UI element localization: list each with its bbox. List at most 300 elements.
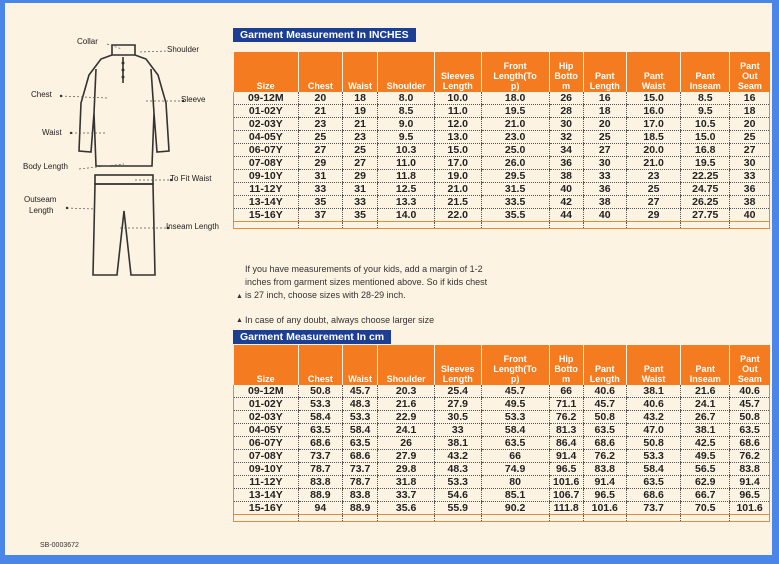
table-row (234, 424, 770, 437)
measurement-cell: 35.6 (378, 502, 435, 515)
table-row (234, 502, 770, 515)
measurement-cell: 26.25 (681, 196, 730, 209)
measurement-cell: 68.6 (298, 437, 342, 450)
column-header-line: Pant (595, 71, 615, 81)
product-code: SB-0003672 (40, 542, 79, 549)
measurement-cell: 83.8 (583, 463, 626, 476)
measurement-cell: 30 (583, 157, 626, 170)
table-row (234, 105, 770, 118)
measurement-cell: 19.0 (434, 170, 481, 183)
column-header-line: Pant (643, 71, 664, 81)
table-spacer-row (234, 515, 770, 522)
measurement-cell: 35.5 (481, 209, 549, 222)
column-header-line: Front (503, 61, 527, 71)
empty-cell (549, 222, 583, 229)
measurement-cell: 24.1 (681, 398, 730, 411)
column-header-line: Hip (558, 61, 574, 71)
measurement-cell: 25.4 (434, 385, 481, 398)
column-header-line: Pant (695, 364, 716, 374)
column-header (378, 52, 435, 92)
measurement-cell: 50.8 (583, 411, 626, 424)
column-header-line: Out (742, 71, 758, 81)
measurement-cell: 10.5 (681, 118, 730, 131)
column-header-line: Waist (348, 81, 372, 91)
measurement-cell: 63.5 (481, 437, 549, 450)
measurement-cell: 18 (343, 92, 378, 105)
size-cell: 06-07Y (234, 437, 299, 450)
measurement-cell: 53.3 (434, 476, 481, 489)
column-header-line: Size (256, 374, 275, 384)
column-header-line: Length(To (493, 71, 537, 81)
column-header-line: p) (510, 81, 520, 91)
column-header-line: Seam (737, 81, 762, 91)
measurement-cell: 27 (343, 157, 378, 170)
measurement-cell: 23 (298, 118, 342, 131)
measurement-cell: 25 (626, 183, 681, 196)
measurement-cell: 27.9 (378, 450, 435, 463)
table-row (234, 183, 770, 196)
measurement-cell: 76.2 (549, 411, 583, 424)
empty-cell (730, 515, 770, 522)
measurement-cell: 38.1 (681, 424, 730, 437)
measurement-cell: 9.5 (378, 131, 435, 144)
measurement-cell: 9.0 (378, 118, 435, 131)
measurement-cell: 22.9 (378, 411, 435, 424)
size-cell: 01-02Y (234, 398, 299, 411)
size-cell: 04-05Y (234, 424, 299, 437)
inseam-label: Inseam Length (166, 222, 219, 231)
measurement-cell: 36 (730, 183, 770, 196)
measurement-cell: 33 (343, 196, 378, 209)
measurement-cell: 42.5 (681, 437, 730, 450)
measurement-cell: 43.2 (434, 450, 481, 463)
column-header-line: Length (442, 81, 473, 91)
size-cell: 15-16Y (234, 502, 299, 515)
measurement-cell: 25 (730, 131, 770, 144)
measurement-cell: 23.0 (481, 131, 549, 144)
empty-cell (234, 222, 299, 229)
measurement-cell: 35 (298, 196, 342, 209)
column-header-line: m (562, 81, 571, 91)
measurement-cell: 24.1 (378, 424, 435, 437)
measurement-cell: 26 (378, 437, 435, 450)
column-header-line: Shoulder (386, 374, 426, 384)
measurement-cell: 16 (730, 92, 770, 105)
measurement-cell: 91.4 (549, 450, 583, 463)
column-header-line: Chest (307, 374, 333, 384)
measurement-cell: 14.0 (378, 209, 435, 222)
measurement-cell: 49.5 (481, 398, 549, 411)
measurement-cell: 73.7 (626, 502, 681, 515)
cm-table-title: Garment Measurement In cm (233, 330, 391, 344)
measurement-cell: 16.8 (681, 144, 730, 157)
measurement-cell: 27 (730, 144, 770, 157)
measurement-cell: 40.6 (583, 385, 626, 398)
measurement-cell: 50.8 (626, 437, 681, 450)
measurement-cell: 76.2 (730, 450, 770, 463)
size-cell: 13-14Y (234, 489, 299, 502)
measurement-cell: 96.5 (583, 489, 626, 502)
column-header (378, 345, 435, 385)
inches-table-title: Garment Measurement In INCHES (233, 28, 416, 42)
size-cell: 06-07Y (234, 144, 299, 157)
measurement-cell: 54.6 (434, 489, 481, 502)
measurement-cell: 50.8 (298, 385, 342, 398)
measurement-cell: 30 (549, 118, 583, 131)
measurement-cell: 83.8 (298, 476, 342, 489)
column-header (583, 345, 626, 385)
measurement-cell: 25 (343, 144, 378, 157)
column-header-line: Pant (740, 354, 760, 364)
measurement-cell: 106.7 (549, 489, 583, 502)
size-cell: 11-12Y (234, 476, 299, 489)
measurement-cell: 56.5 (681, 463, 730, 476)
column-header-line: Length (442, 374, 473, 384)
column-header (234, 345, 299, 385)
measurement-cell: 53.3 (481, 411, 549, 424)
measurement-cell: 24.75 (681, 183, 730, 196)
measurement-cell: 34 (549, 144, 583, 157)
measurement-cell: 11.0 (378, 157, 435, 170)
measurement-cell: 85.1 (481, 489, 549, 502)
empty-cell (434, 515, 481, 522)
table-row (234, 489, 770, 502)
empty-cell (481, 515, 549, 522)
measurement-cell: 18.5 (626, 131, 681, 144)
measurement-cell: 68.6 (626, 489, 681, 502)
measurement-cell: 31.8 (378, 476, 435, 489)
measurement-cell: 38.1 (434, 437, 481, 450)
measurement-cell: 101.6 (549, 476, 583, 489)
column-header-line: Pant (740, 61, 760, 71)
empty-cell (730, 222, 770, 229)
size-cell: 11-12Y (234, 183, 299, 196)
body-length-label: Body Length (23, 162, 68, 171)
column-header (343, 345, 378, 385)
measurement-cell: 38 (730, 196, 770, 209)
column-header-line: Chest (307, 81, 333, 91)
table-row (234, 118, 770, 131)
measurement-cell: 78.7 (298, 463, 342, 476)
column-header (234, 52, 299, 92)
measurement-cell: 40.6 (626, 398, 681, 411)
column-header (730, 52, 770, 92)
empty-cell (626, 222, 681, 229)
measurement-cell: 20 (583, 118, 626, 131)
measurement-cell: 66.7 (681, 489, 730, 502)
measurement-cell: 83.8 (343, 489, 378, 502)
measurement-cell: 78.7 (343, 476, 378, 489)
measurement-cell: 68.6 (730, 437, 770, 450)
measurement-cell: 33 (298, 183, 342, 196)
column-header (549, 52, 583, 92)
measurement-cell: 15.0 (681, 131, 730, 144)
measurement-cell: 63.5 (626, 476, 681, 489)
measurement-cell: 29.8 (378, 463, 435, 476)
measurement-cell: 63.5 (730, 424, 770, 437)
table-row (234, 170, 770, 183)
empty-cell (681, 222, 730, 229)
size-cell: 09-10Y (234, 463, 299, 476)
size-cell: 09-12M (234, 92, 299, 105)
column-header (549, 345, 583, 385)
measurement-cell: 83.8 (730, 463, 770, 476)
column-header-line: Inseam (689, 81, 721, 91)
measurement-cell: 33.5 (481, 196, 549, 209)
size-cell: 02-03Y (234, 411, 299, 424)
column-header-line: Sleeves (440, 71, 475, 81)
measurement-cell: 12.0 (434, 118, 481, 131)
note-margin-line3: is 27 inch, choose sizes with 28-29 inch. (245, 290, 406, 300)
shoulder-label: Shoulder (167, 45, 200, 54)
column-header-line: Out (742, 364, 758, 374)
measurement-cell: 45.7 (343, 385, 378, 398)
empty-cell (626, 515, 681, 522)
empty-cell (583, 515, 626, 522)
measurement-cell: 36 (549, 157, 583, 170)
column-header-line: Sleeves (440, 364, 475, 374)
measurement-cell: 30.5 (434, 411, 481, 424)
size-cell: 07-08Y (234, 450, 299, 463)
note-bullet-icon: ▲ (236, 317, 243, 324)
sleeve-label: Sleeve (181, 95, 206, 104)
measurement-cell: 26.0 (481, 157, 549, 170)
measurement-cell: 20 (298, 92, 342, 105)
note-margin-line1: If you have measurements of your kids, add a margin of 1-2 (245, 264, 483, 274)
measurement-cell: 29 (298, 157, 342, 170)
measurement-cell: 88.9 (298, 489, 342, 502)
size-cell: 02-03Y (234, 118, 299, 131)
column-header-line: Hip (558, 354, 574, 364)
table-row (234, 437, 770, 450)
column-header (626, 345, 681, 385)
table-row (234, 196, 770, 209)
table-row (234, 450, 770, 463)
measurement-cell: 58.4 (343, 424, 378, 437)
measurement-cell: 38.1 (626, 385, 681, 398)
column-header (298, 52, 342, 92)
collar-label: Collar (77, 37, 98, 46)
empty-cell (298, 515, 342, 522)
measurement-cell: 29 (626, 209, 681, 222)
measurement-cell: 68.6 (583, 437, 626, 450)
column-header-line: Botto (554, 71, 578, 81)
measurement-cell: 17.0 (626, 118, 681, 131)
measurement-cell: 45.7 (583, 398, 626, 411)
table-row (234, 411, 770, 424)
measurement-cell: 91.4 (730, 476, 770, 489)
column-header-line: p) (510, 374, 520, 384)
measurement-cell: 21.6 (378, 398, 435, 411)
measurement-cell: 8.5 (378, 105, 435, 118)
measurement-cell: 19 (343, 105, 378, 118)
table-row (234, 463, 770, 476)
outseam-label-line1: Outseam (24, 195, 57, 204)
measurement-cell: 42 (549, 196, 583, 209)
column-header-line: Pant (643, 364, 664, 374)
measurement-cell: 21.0 (434, 183, 481, 196)
table-row (234, 398, 770, 411)
measurement-cell: 58.4 (626, 463, 681, 476)
outseam-label-line2: Length (29, 206, 54, 215)
column-header-line: Length(To (493, 364, 537, 374)
column-header (434, 345, 481, 385)
measurement-cell: 31.5 (481, 183, 549, 196)
column-header (481, 52, 549, 92)
measurement-cell: 73.7 (343, 463, 378, 476)
column-header-line: Seam (737, 374, 762, 384)
table-row (234, 131, 770, 144)
measurement-cell: 91.4 (583, 476, 626, 489)
empty-cell (378, 515, 435, 522)
table-row (234, 92, 770, 105)
garment-diagram (5, 3, 235, 303)
table-row (234, 144, 770, 157)
measurement-cell: 21.5 (434, 196, 481, 209)
measurement-cell: 43.2 (626, 411, 681, 424)
measurement-cell: 50.8 (730, 411, 770, 424)
table-spacer-row (234, 222, 770, 229)
table-row (234, 157, 770, 170)
measurement-cell: 55.9 (434, 502, 481, 515)
size-cell: 07-08Y (234, 157, 299, 170)
measurement-cell: 86.4 (549, 437, 583, 450)
measurement-cell: 31 (298, 170, 342, 183)
table-row (234, 476, 770, 489)
empty-cell (481, 222, 549, 229)
measurement-cell: 26 (549, 92, 583, 105)
measurement-cell: 8.0 (378, 92, 435, 105)
measurement-cell: 27 (298, 144, 342, 157)
measurement-cell: 15.0 (434, 144, 481, 157)
measurement-cell: 48.3 (343, 398, 378, 411)
inches-measurement-table (233, 52, 770, 229)
empty-cell (681, 515, 730, 522)
measurement-cell: 76.2 (583, 450, 626, 463)
column-header-line: Inseam (689, 374, 721, 384)
measurement-cell: 96.5 (730, 489, 770, 502)
measurement-cell: 11.0 (434, 105, 481, 118)
to-fit-waist-label: To Fit Waist (170, 174, 212, 183)
measurement-cell: 36 (583, 183, 626, 196)
measurement-cell: 13.0 (434, 131, 481, 144)
measurement-cell: 16 (583, 92, 626, 105)
size-chart-card (5, 3, 772, 555)
measurement-cell: 81.3 (549, 424, 583, 437)
measurement-cell: 33 (434, 424, 481, 437)
measurement-cell: 22.25 (681, 170, 730, 183)
column-header-line: Pant (595, 364, 615, 374)
column-header-line: Size (256, 81, 275, 91)
measurement-cell: 21.0 (481, 118, 549, 131)
column-header-line: Pant (695, 71, 716, 81)
empty-cell (343, 515, 378, 522)
measurement-cell: 21 (298, 105, 342, 118)
measurement-cell: 23 (343, 131, 378, 144)
column-header (434, 52, 481, 92)
column-header-line: Length (589, 374, 620, 384)
waist-label: Waist (42, 128, 62, 137)
measurement-cell: 20.0 (626, 144, 681, 157)
measurement-cell: 16.0 (626, 105, 681, 118)
measurement-cell: 96.5 (549, 463, 583, 476)
measurement-cell: 27.9 (434, 398, 481, 411)
column-header-line: Length (589, 81, 620, 91)
measurement-cell: 94 (298, 502, 342, 515)
measurement-cell: 37 (298, 209, 342, 222)
column-header (343, 52, 378, 92)
column-header-line: m (562, 374, 571, 384)
empty-cell (378, 222, 435, 229)
table-row (234, 385, 770, 398)
measurement-cell: 21 (343, 118, 378, 131)
measurement-cell: 68.6 (343, 450, 378, 463)
measurement-cell: 101.6 (583, 502, 626, 515)
measurement-cell: 58.4 (298, 411, 342, 424)
column-header (730, 345, 770, 385)
measurement-cell: 32 (549, 131, 583, 144)
empty-cell (583, 222, 626, 229)
table-row (234, 209, 770, 222)
size-cell: 01-02Y (234, 105, 299, 118)
measurement-cell: 53.3 (343, 411, 378, 424)
measurement-cell: 27.75 (681, 209, 730, 222)
measurement-cell: 25 (583, 131, 626, 144)
measurement-cell: 18 (730, 105, 770, 118)
measurement-cell: 40 (549, 183, 583, 196)
measurement-cell: 31 (343, 183, 378, 196)
measurement-cell: 10.3 (378, 144, 435, 157)
measurement-cell: 29 (343, 170, 378, 183)
measurement-cell: 38 (583, 196, 626, 209)
measurement-cell: 26.7 (681, 411, 730, 424)
empty-cell (549, 515, 583, 522)
measurement-cell: 13.3 (378, 196, 435, 209)
measurement-cell: 33 (583, 170, 626, 183)
measurement-cell: 25.0 (481, 144, 549, 157)
empty-cell (434, 222, 481, 229)
measurement-cell: 58.4 (481, 424, 549, 437)
measurement-cell: 19.5 (681, 157, 730, 170)
measurement-cell: 80 (481, 476, 549, 489)
measurement-cell: 53.3 (298, 398, 342, 411)
measurement-cell: 45.7 (730, 398, 770, 411)
measurement-cell: 35 (343, 209, 378, 222)
measurement-cell: 15.0 (626, 92, 681, 105)
measurement-cell: 33.7 (378, 489, 435, 502)
measurement-cell: 49.5 (681, 450, 730, 463)
measurement-cell: 47.0 (626, 424, 681, 437)
chest-label: Chest (31, 90, 52, 99)
measurement-cell: 101.6 (730, 502, 770, 515)
measurement-cell: 29.5 (481, 170, 549, 183)
measurement-cell: 28 (549, 105, 583, 118)
cm-measurement-table (233, 345, 770, 522)
measurement-cell: 71.1 (549, 398, 583, 411)
measurement-cell: 38 (549, 170, 583, 183)
measurement-cell: 18.0 (481, 92, 549, 105)
measurement-cell: 74.9 (481, 463, 549, 476)
column-header (626, 52, 681, 92)
measurement-cell: 17.0 (434, 157, 481, 170)
measurement-cell: 44 (549, 209, 583, 222)
size-cell: 15-16Y (234, 209, 299, 222)
column-header-line: Waist (641, 374, 666, 384)
measurement-cell: 18 (583, 105, 626, 118)
measurement-cell: 22.0 (434, 209, 481, 222)
measurement-cell: 23 (626, 170, 681, 183)
measurement-cell: 111.8 (549, 502, 583, 515)
